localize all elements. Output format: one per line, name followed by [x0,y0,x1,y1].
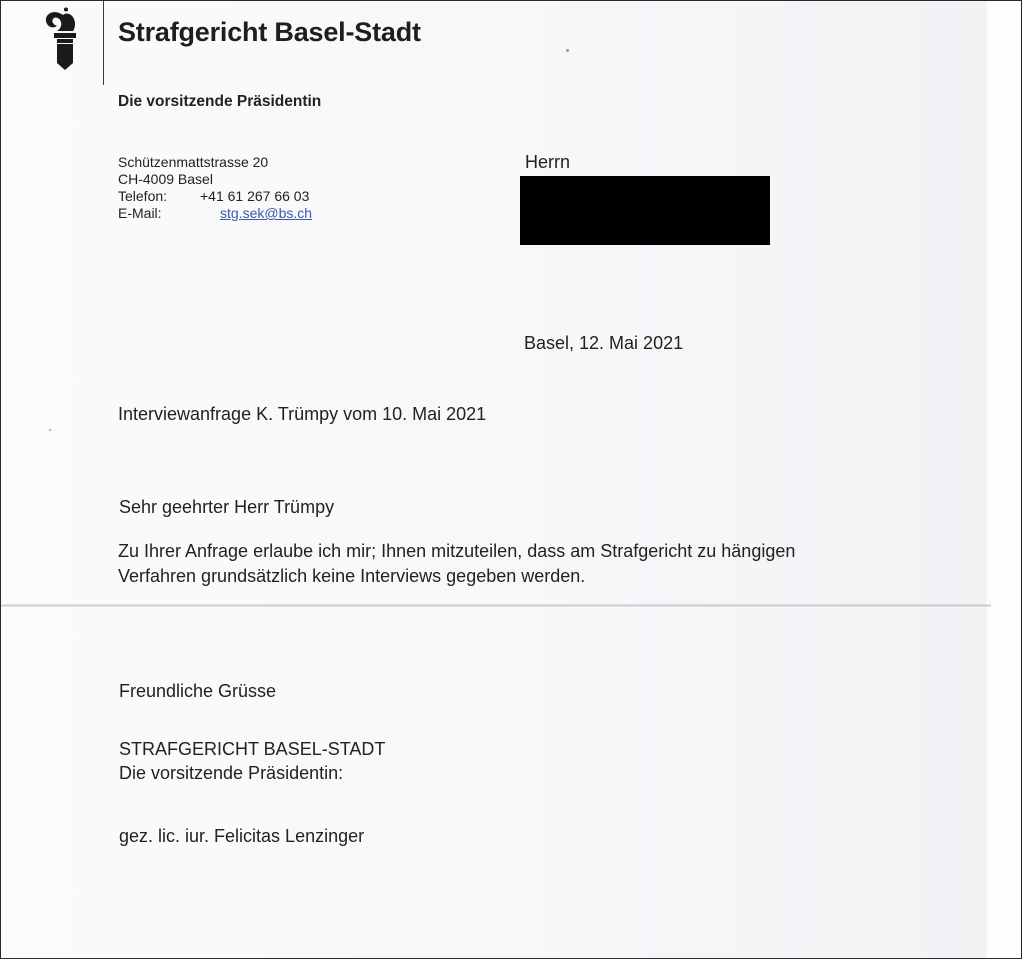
letter-greeting: Sehr geehrter Herr Trümpy [119,497,335,517]
sender-street: Schützenmattstrasse 20 [118,154,269,170]
redacted-recipient-address [520,176,770,245]
scan-speck [566,49,569,52]
sender-role: Die vorsitzende Präsidentin [118,93,322,110]
signed-by: gez. lic. iur. Felicitas Lenzinger [119,826,365,846]
phone-label: Telefon: [118,188,168,204]
letter-subject: Interviewanfrage K. Trümpy vom 10. Mai 2021 [118,404,487,424]
sender-address [118,154,312,222]
body-line: Verfahren grundsätzlich keine Interviews gegeben werden. [118,566,586,586]
sender-city: CH-4009 Basel [118,171,213,187]
recipient-salutation: Herrn [525,152,571,172]
signature-block [119,737,385,785]
scan-speck [49,429,51,431]
letter-closing: Freundliche Grüsse [119,681,277,701]
baselstab-icon [43,7,89,73]
court-name: Strafgericht Basel-Stadt [118,17,421,47]
sender-phone-row [118,188,312,205]
header-divider [103,1,104,85]
letter-body [118,539,898,589]
sender-email-row [118,205,312,222]
phone-number: +41 61 267 66 03 [200,188,310,204]
email-label: E-Mail: [118,205,162,221]
scan-edge [987,1,1021,958]
email-link[interactable]: stg.sek@bs.ch [220,205,313,221]
signature-role: Die vorsitzende Präsidentin: [119,763,344,783]
letter-date: Basel, 12. Mai 2021 [524,333,684,353]
signature-organization: STRAFGERICHT BASEL-STADT [119,739,386,759]
body-line: Zu Ihrer Anfrage erlaube ich mir; Ihnen mitzuteilen, dass am Strafgericht zu hängigen [118,541,796,561]
paper-fold-line [1,604,991,607]
